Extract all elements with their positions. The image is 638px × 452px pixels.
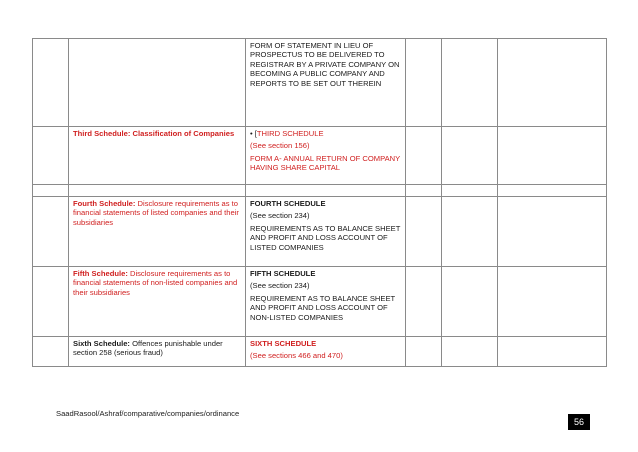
schedule-description: Fourth Schedule: Disclosure requirements as to financial statements of listed companies and their subsidiaries (69, 197, 246, 267)
table-row (33, 127, 607, 185)
table-row (33, 39, 607, 127)
table-row (33, 267, 607, 337)
schedule-description: Third Schedule: Classification of Companies (69, 127, 246, 185)
schedule-heading: FORM OF STATEMENT IN LIEU OF PROSPECTUS TO BE DELIVERED TO REGISTRAR BY A PRIVATE COMPANY ON BECOMING A PUBLIC COMPANY AND REPORTS TO BE SET OUT THEREIN (250, 41, 400, 88)
schedule-cell (246, 39, 406, 127)
footer-path: SaadRasool/Ashraf/comparative/companies/ordinance (56, 409, 240, 418)
table-row (33, 185, 607, 197)
schedule-comparison-table (32, 38, 607, 367)
schedule-cell: • [THIRD SCHEDULE (See section 156) FORM A- ANNUAL RETURN OF COMPANY HAVING SHARE CAPITAL (246, 127, 406, 185)
schedule-cell: FIFTH SCHEDULE (See section 234) REQUIREMENT AS TO BALANCE SHEET AND PROFIT AND LOSS ACCOUNT OF NON-LISTED COMPANIES (246, 267, 406, 337)
schedule-cell: FOURTH SCHEDULE (See section 234) REQUIREMENTS AS TO BALANCE SHEET AND PROFIT AND LOSS ACCOUNT OF LISTED COMPANIES (246, 197, 406, 267)
page-number-badge: 56 (568, 414, 590, 430)
schedule-cell: SIXTH SCHEDULE (See sections 466 and 470) (246, 337, 406, 367)
schedule-description: Fifth Schedule: Disclosure requirements as to financial statements of non-listed companies and their subsidiaries (69, 267, 246, 337)
schedule-description: Sixth Schedule: Offences punishable under section 258 (serious fraud) (69, 337, 246, 367)
table-row (33, 197, 607, 267)
table-row (33, 337, 607, 367)
